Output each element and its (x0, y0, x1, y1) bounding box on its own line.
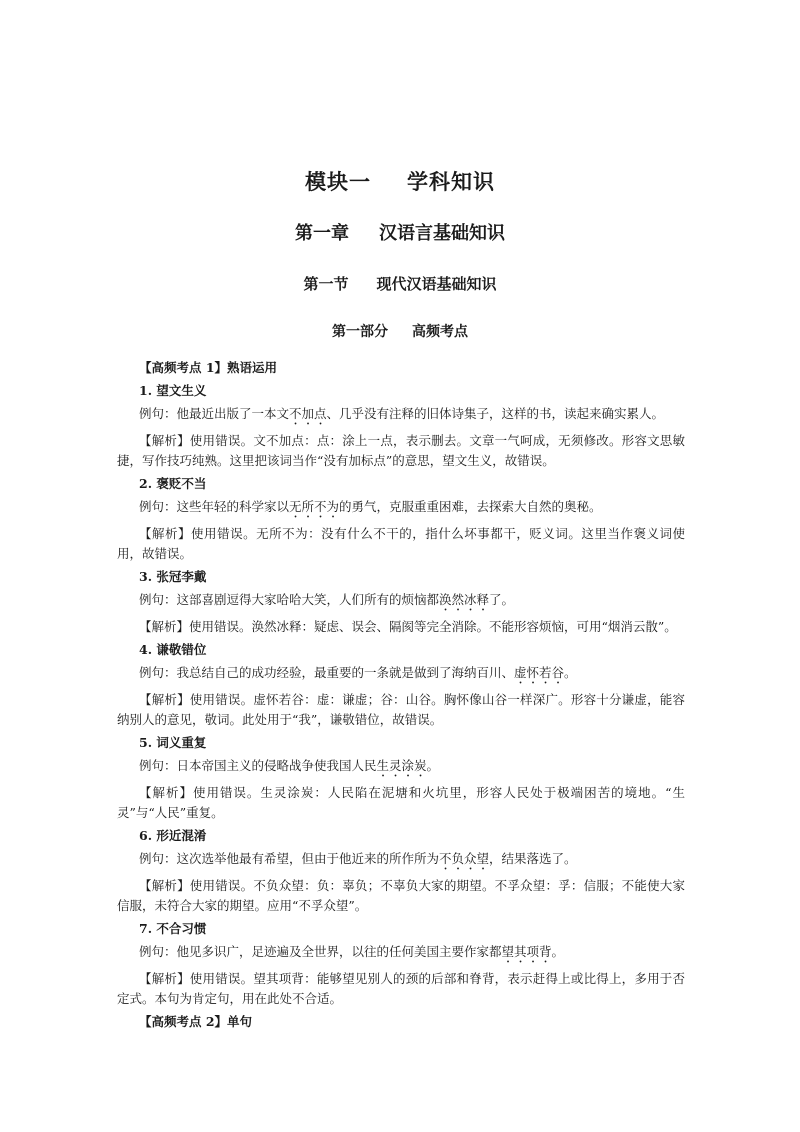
section-name: 现代汉语基础知识 (376, 275, 497, 293)
chapter-number: 第一章 (295, 223, 349, 244)
emphasized-idiom: 生灵涂炭 (376, 758, 427, 773)
key-point-heading: 【高频考点 1】熟语运用 (139, 360, 278, 375)
emphasized-idiom: 虚怀若谷 (514, 665, 565, 680)
module-name: 学科知识 (407, 169, 495, 194)
analysis-text: 【解析】使用错误。涣然冰释：疑虑、误会、隔阂等完全消除。不能形容烦恼，可用“烟消云散”。 (139, 619, 677, 634)
module-title (0, 166, 800, 196)
item-7 (117, 919, 685, 1009)
example-sentence: 例句：他见多识广，足迹遍及全世界，以往的任何美国主要作家都望其项背。 (139, 944, 565, 959)
analysis-text: 【解析】使用错误。虚怀若谷：虚：谦虚；谷：山谷。胸怀像山谷一样深广。形容十分谦虚，能容纳别人的意见，敬词。此处用于“我”，谦敬错位，故错误。 (117, 692, 685, 727)
content-body (117, 358, 685, 1035)
part-number: 第一部分 (332, 324, 388, 340)
item-title: 2. 褒贬不当 (139, 476, 207, 491)
emphasized-idiom: 无所不为 (289, 499, 340, 514)
analysis-text: 【解析】使用错误。无所不为：没有什么不干的，指什么坏事都干，贬义词。这里当作褒义词使用，故错误。 (117, 526, 685, 561)
emphasized-idiom: 涣然冰释 (439, 592, 490, 607)
item-title: 6. 形近混淆 (139, 828, 207, 843)
item-1 (117, 381, 685, 471)
part-name: 高频考点 (412, 324, 468, 340)
chapter-title (0, 219, 800, 245)
part-title (0, 321, 800, 341)
emphasized-idiom: 不负众望 (439, 851, 490, 866)
emphasized-idiom: 不加点 (289, 406, 327, 421)
item-3 (117, 567, 685, 637)
analysis-text: 【解析】使用错误。望其项背：能够望见别人的颈的后部和脊背，表示赶得上或比得上，多用于否定式。本句为肯定句，用在此处不合适。 (117, 971, 685, 1006)
example-sentence: 例句：他最近出版了一本文不加点、几乎没有注释的旧体诗集子，这样的书，读起来确实累人。 (139, 406, 665, 421)
analysis-text: 【解析】使用错误。文不加点：点：涂上一点，表示删去。文章一气呵成，无须修改。形容文思敏捷，写作技巧纯熟。这里把该词当作“没有加标点”的意思，望文生义，故错误。 (117, 433, 685, 468)
example-sentence: 例句：这次选举他最有希望，但由于他近来的所作所为不负众望，结果落选了。 (139, 851, 577, 866)
item-title: 7. 不合习惯 (139, 921, 207, 936)
section-number: 第一节 (303, 275, 349, 293)
example-sentence: 例句：我总结自己的成功经验，最重要的一条就是做到了海纳百川、虚怀若谷。 (139, 665, 577, 680)
module-number: 模块一 (305, 169, 371, 194)
item-title: 4. 谦敬错位 (139, 642, 207, 657)
item-title: 3. 张冠李戴 (139, 569, 207, 584)
item-2 (117, 474, 685, 564)
item-4 (117, 640, 685, 730)
chapter-name: 汉语言基础知识 (379, 223, 505, 244)
example-sentence: 例句：这些年轻的科学家以无所不为的勇气，克服重重困难，去探索大自然的奥秘。 (139, 499, 602, 514)
example-sentence: 例句：日本帝国主义的侵略战争使我国人民生灵涂炭。 (139, 758, 440, 773)
item-title: 1. 望文生义 (139, 383, 207, 398)
section-title (0, 273, 800, 294)
example-sentence: 例句：这部喜剧逗得大家哈哈大笑，人们所有的烦恼都涣然冰释了。 (139, 592, 515, 607)
item-title: 5. 词义重复 (139, 735, 207, 750)
key-point-heading: 【高频考点 2】单句 (139, 1014, 253, 1029)
emphasized-idiom: 望其项背 (501, 944, 552, 959)
analysis-text: 【解析】使用错误。不负众望：负：辜负；不辜负大家的期望。不孚众望：孚：信服；不能使大家信服，未符合大家的期望。应用“不孚众望”。 (117, 878, 685, 913)
item-5 (117, 733, 685, 823)
analysis-text: 【解析】使用错误。生灵涂炭：人民陷在泥塘和火坑里，形容人民处于极端困苦的境地。“生灵”与“人民”重复。 (117, 785, 685, 820)
item-6 (117, 826, 685, 916)
